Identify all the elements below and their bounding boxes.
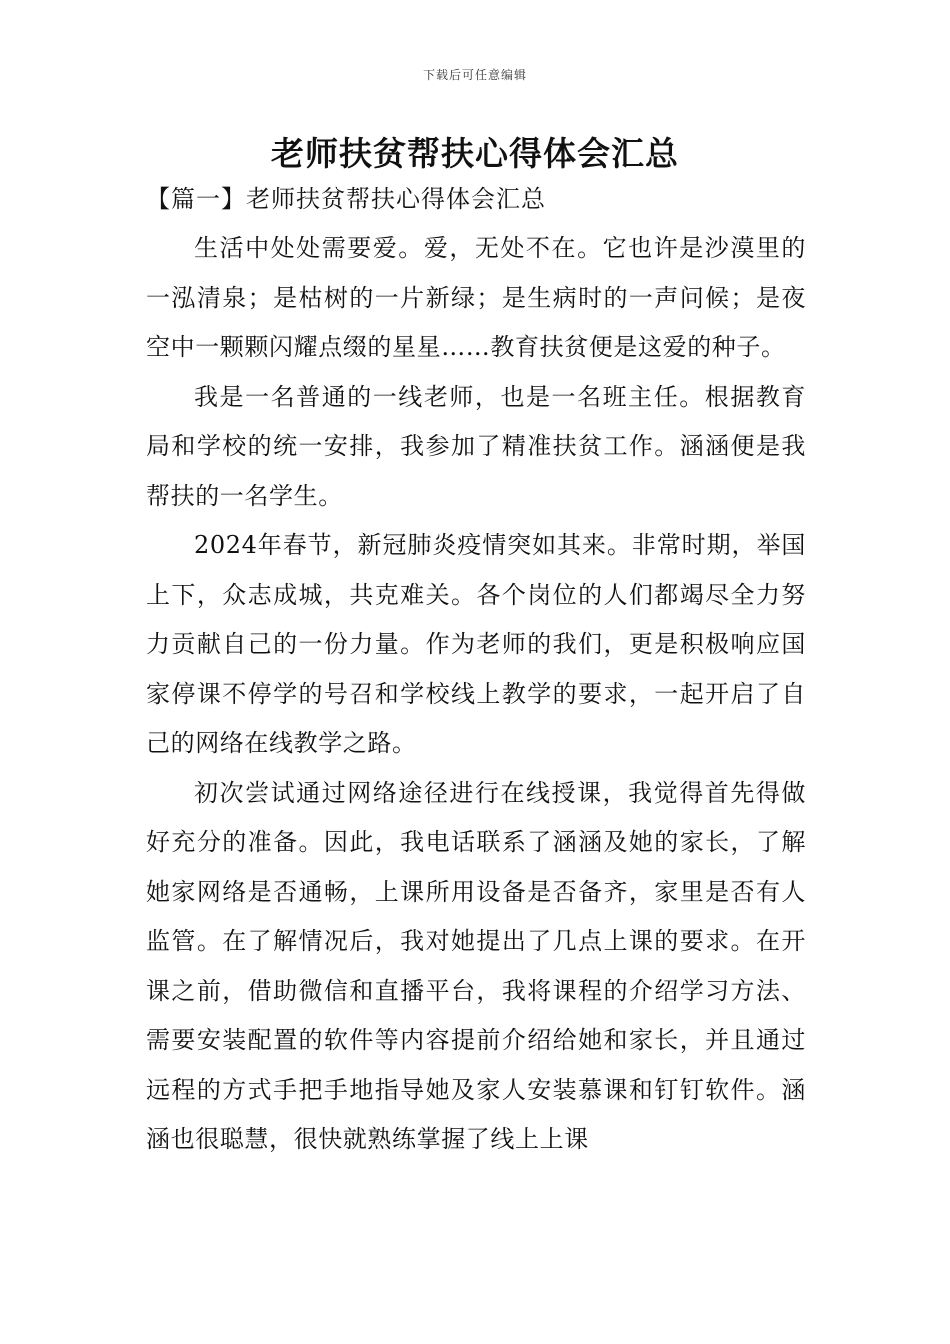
- paragraph-2: 我是一名普通的一线老师，也是一名班主任。根据教育局和学校的统一安排，我参加了精准扶贫工作。涵涵便是我帮扶的一名学生。: [146, 382, 806, 510]
- document-title: 老师扶贫帮扶心得体会汇总: [271, 134, 679, 173]
- paragraph-1: 生活中处处需要爱。爱，无处不在。它也许是沙漠里的一泓清泉；是枯树的一片新绿；是生病时的一声问候；是夜空中一颗颗闪耀点缀的星星……教育扶贫便是这爱的种子。: [146, 234, 806, 361]
- paragraph-3: 2024年春节，新冠肺炎疫情突如其来。非常时期，举国上下，众志成城，共克难关。各个岗位的人们都竭尽全力努力贡献自己的一份力量。作为老师的我们，更是积极响应国家停课不停学的号召和学校线上教学的要求，一起开启了自己的网络在线教学之路。: [146, 531, 806, 757]
- body-text: [146, 224, 806, 1165]
- section-heading: 【篇一】老师扶贫帮扶心得体会汇总: [146, 185, 546, 213]
- paragraph-4: 初次尝试通过网络途径进行在线授课，我觉得首先得做好充分的准备。因此，我电话联系了涵涵及她的家长，了解她家网络是否通畅，上课所用设备是否备齐，家里是否有人监管。在了解情况后，我对她提出了几点上课的要求。在开课之前，借助微信和直播平台，我将课程的介绍学习方法、需要安装配置的软件等内容提前介绍给她和家长，并且通过远程的方式手把手地指导她及家人安装慕课和钉钉软件。涵涵也很聪慧，很快就熟练掌握了线上上课: [146, 778, 806, 1153]
- header-note: 下载后可任意编辑: [422, 68, 527, 82]
